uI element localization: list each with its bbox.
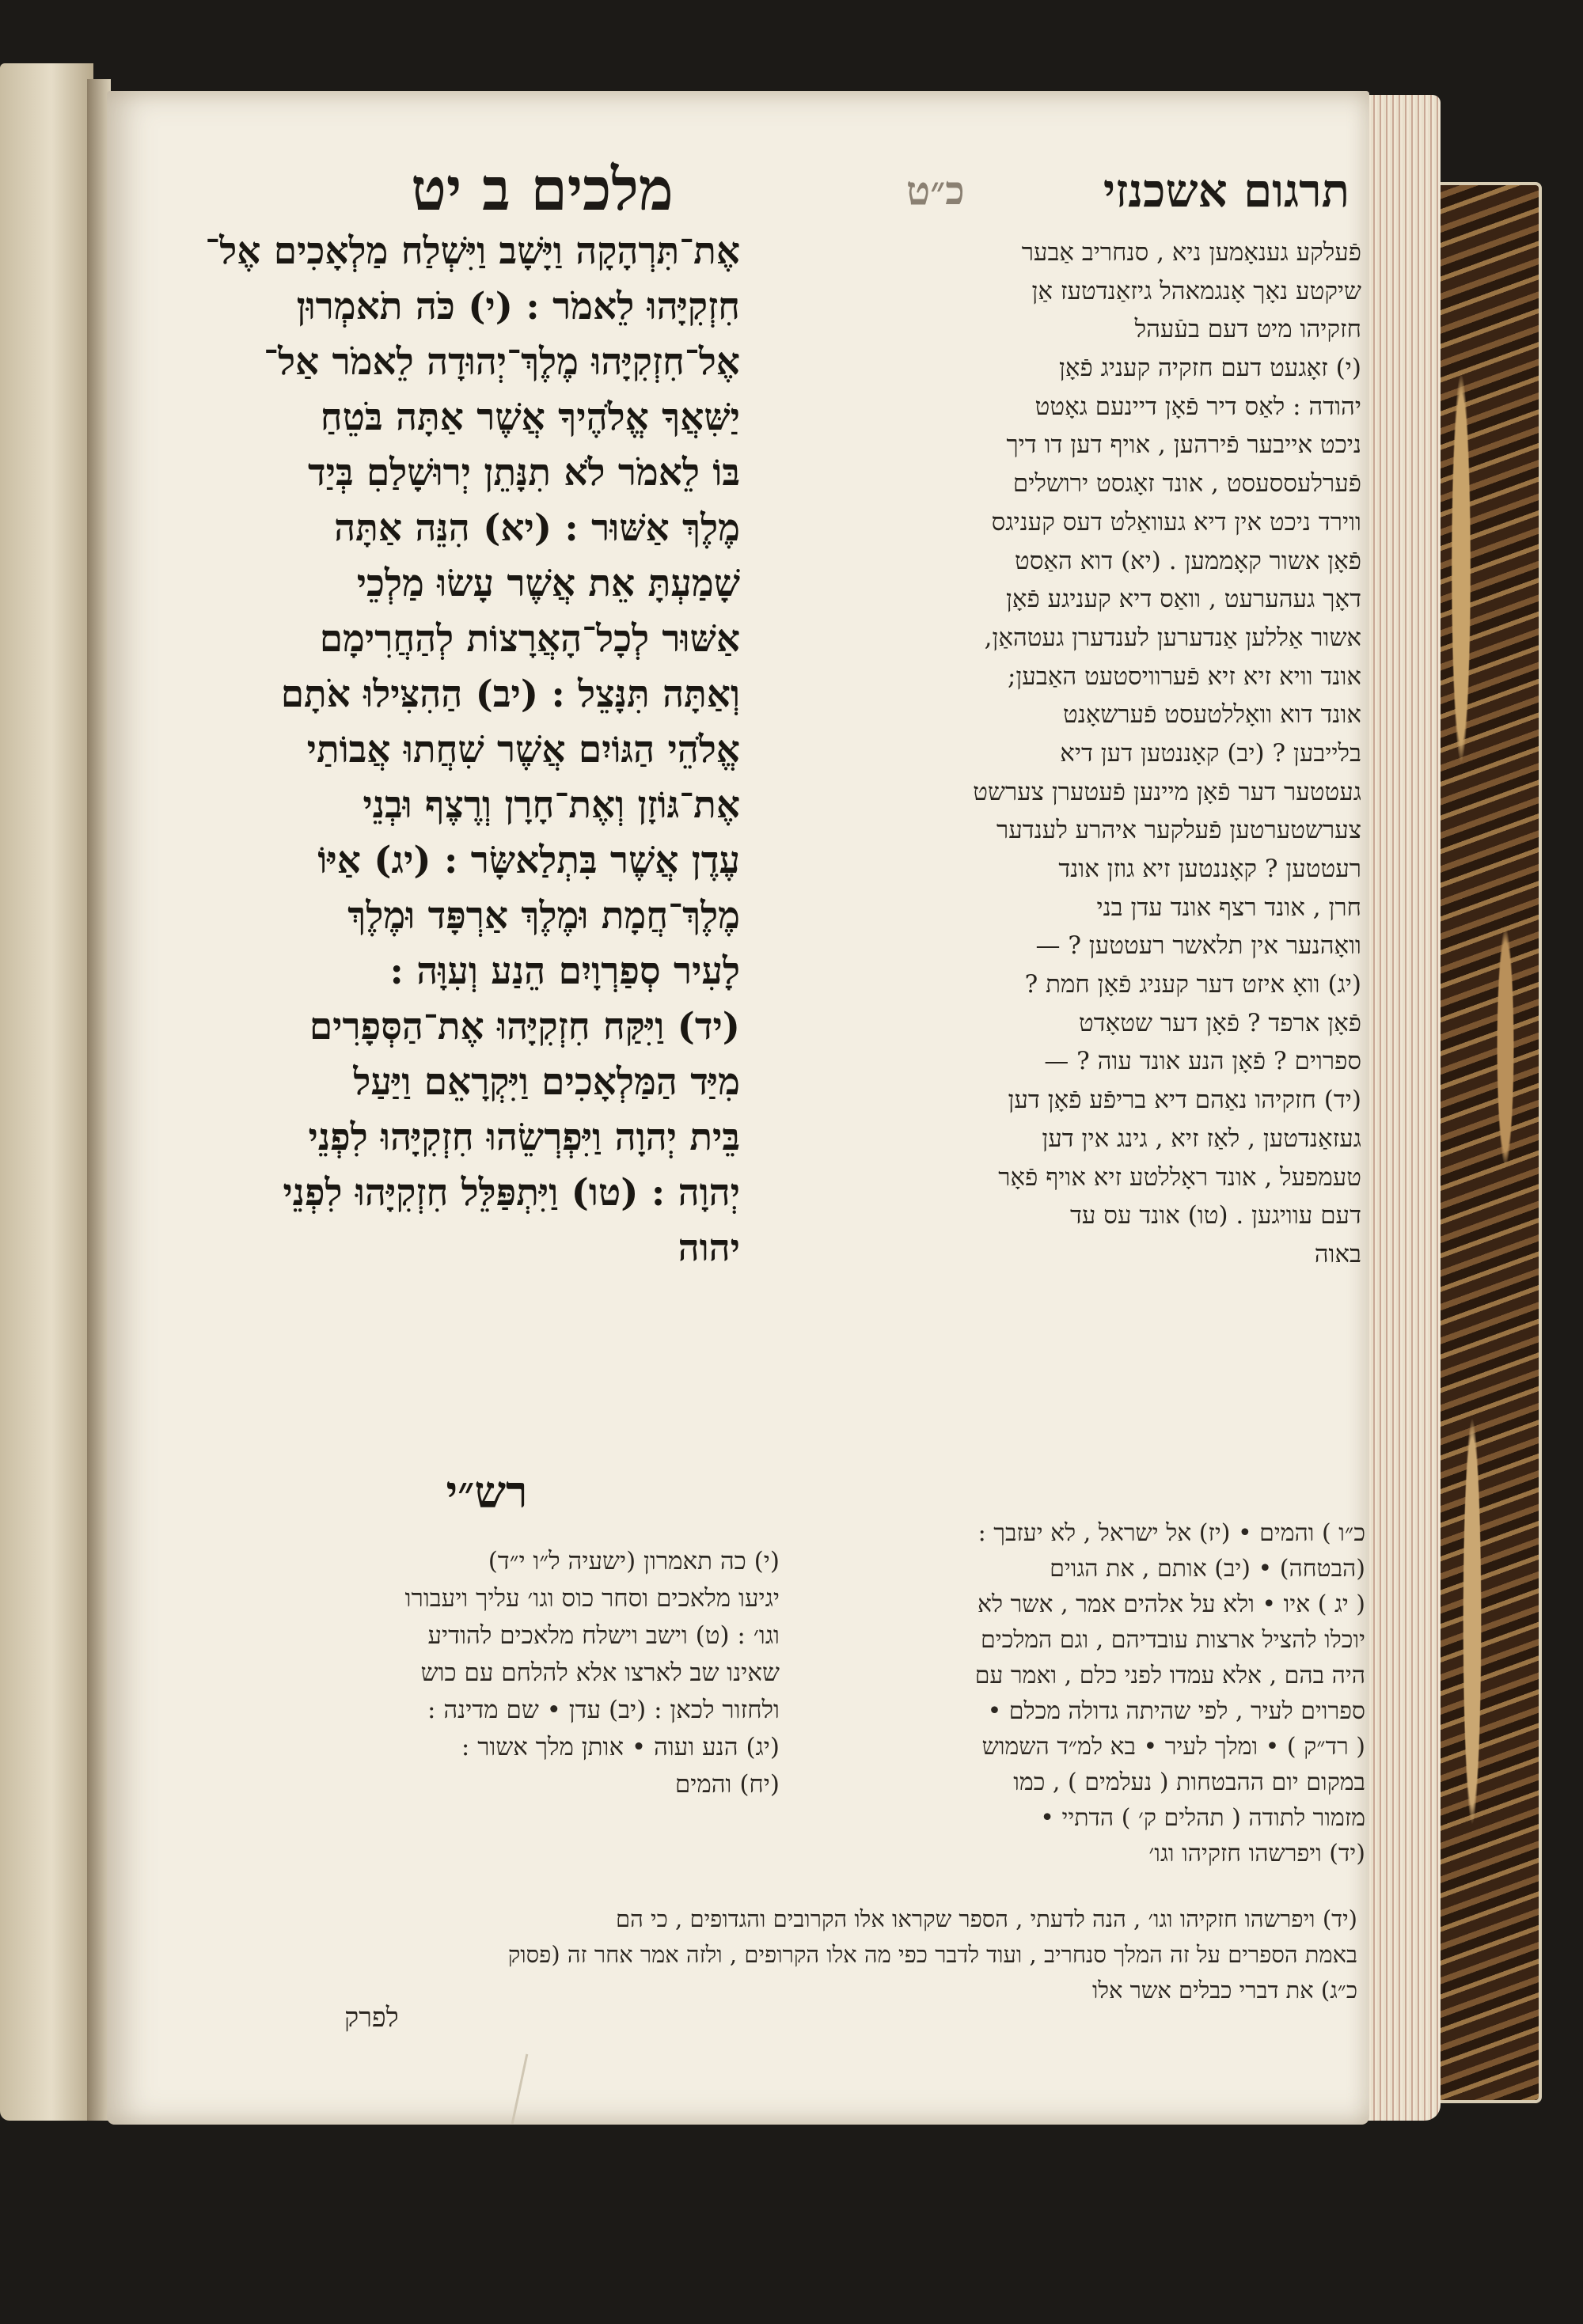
running-head-translation [906, 164, 1350, 218]
translation-line: שיקטע נאָך אָנגמאהל גיזאַנדטעז אַן [1031, 276, 1361, 305]
translation-line: פֿעלקע גענאָמען ניא , סנחריב אַבער [1021, 238, 1361, 267]
bottom-commentary-line: באמת הספרים על זה המלך סנחריב , ועוד לדבר כפי מה אלו הקרופים , ולזה אמר אחר זה (פסוק [507, 1941, 1357, 1968]
second-commentary-line: כ״ו ) והמים • (יז) אל ישראל , לא יעזבך : [978, 1519, 1365, 1547]
translation-line: אשור אַללען אַנדערען לענדערן געטהאַן, [984, 623, 1361, 652]
translation-line: (יג) וואָ איזט דער קעניג פֿאָן חמת ? [1024, 970, 1361, 999]
scripture-line: יַשִּׁאֲךָ אֱלֹהֶיךָ אֲשֶׁר אַתָּה בֹּטֵחַ [320, 396, 740, 439]
scripture-line: אֶת־תִּרְהָקָה וַיָּשָׁב וַיִּשְׁלַח מַלְאָכִים אֶל־ [205, 229, 740, 273]
translation-column [760, 233, 1361, 1274]
translation-line: אונד וויא זיא זיא פֿערוויסטעט האַבען; [1007, 662, 1361, 691]
translation-line: בלייבען ? (יב) קאָננטען דען דיא [1060, 738, 1361, 768]
scripture-line: מֶלֶךְ אַשּׁוּר : (יא) הִנֵּה אַתָּה [334, 506, 740, 550]
bottom-commentary [194, 1901, 1357, 2008]
translation-line: יהודה : לאַס דיר פֿאָן דיינעם גאָטט [1034, 392, 1361, 421]
second-commentary-line: ( יג ) איו • ולא על אלהים אמר , אשר לא [978, 1590, 1365, 1618]
running-head-translation-text: תרגום אשכנזי [1103, 164, 1350, 218]
commentary-line: (יג) הנע ועוה • אותן מלך אשור : [461, 1733, 780, 1761]
book-page [107, 91, 1369, 2125]
running-head-scripture: מלכים ב יט [411, 156, 674, 224]
scripture-line: שָׁמַעְתָּ אֵת אֲשֶׁר עָשׂוּ מַלְכֵי [356, 562, 740, 605]
scripture-line: אֶל־חִזְקִיָּהוּ מֶלֶךְ־יְהוּדָה לֵאמֹר אַל־ [264, 340, 740, 384]
translation-line: חזקיהו מיט דעם בעֿעהל [1134, 315, 1361, 344]
left-page-edge [0, 63, 93, 2121]
scripture-line: לָעִיר סְפַרְוָיִם הֵנַע וְעִוָּה : [389, 950, 740, 993]
translation-line: טעמפעל , אונד ראָללטע זיא אויף פֿאָר [998, 1162, 1361, 1192]
translation-line: וואָהנער אין תלאשר רעטטען ? — [1035, 931, 1361, 961]
second-commentary-line: במקום יום ההבטחות ( נעלמים ) , כמו [1013, 1769, 1365, 1796]
scripture-line: וְאַתָּה תִּנָּצֵל : (יב) הַהִצִּילוּ אֹתָם [280, 673, 740, 716]
scripture-line: אַשּׁוּר לְכָל־הָאֲרָצוֹת לְהַחֲרִימָם [319, 617, 740, 661]
scripture-line: אֶת־גּוֹזָן וְאֶת־חָרָן וְרֶצֶף וּבְנֵי [363, 783, 740, 827]
second-commentary-line: מזמור לתודה ( תהלים ק׳ ) הדתיי • [1040, 1804, 1365, 1832]
translation-line: דאָך געהערעט , וואַס דיא קעניגע פֿאָן [1006, 585, 1361, 614]
scripture-line: בּוֹ לֵאמֹר לֹא תִנָּתֵן יְרוּשָׁלַםִ בְּיַד [308, 451, 740, 495]
translation-line: אונד דוא וואָללטעסט פֿערשאָנט [1063, 700, 1361, 730]
scripture-line: (יד) וַיִּקַּח חִזְקִיָּהוּ אֶת־הַסְּפָרִים [309, 1005, 740, 1048]
bottom-commentary-line: (יד) ויפרשהו חזקיהו וגו׳ , הנה לדעתי , הספר שקראו אלו הקרובים והגדופים , כי הם [616, 1905, 1357, 1932]
translation-line: באוה [1314, 1239, 1361, 1268]
translation-line: פֿאָן אשור קאָממען . (יא) דוא האַסט [1015, 546, 1361, 575]
scripture-line: יהוה [678, 1226, 740, 1270]
translation-line: רעטטען ? קאָננטען זיא גוזן אונד [1058, 855, 1361, 883]
second-commentary-line: (הבטחה) • (יב) אותם , את הגוים [1050, 1555, 1365, 1583]
scripture-column [194, 224, 740, 1276]
commentary-column [194, 1543, 780, 1803]
scripture-line: מֶלֶךְ־חֲמָת וּמֶלֶךְ אַרְפָּד וּמֶלֶךְ [347, 894, 740, 938]
translation-line: ווירד ניכט אין דיא געוואַלט דעס קעניגס [991, 507, 1361, 536]
scripture-line: עֶדֶן אֲשֶׁר בִּתְלַאשָּׂר : (יג) אַיּוֹ [317, 839, 740, 882]
second-commentary-line: (יד) ויפרשהו חזקיהו וגו׳ [1148, 1840, 1365, 1867]
commentary-line: (יח) והמים [674, 1770, 780, 1799]
translation-line: געטטער דער פֿאָן מיינען פֿעטערן צערשט [973, 777, 1361, 806]
commentary-line: יגיעו מלאכים וסחר כוס וגו׳ עליך ויעבורו [404, 1584, 780, 1613]
bottom-commentary-line: כ״ג) את דברי כבלים אשר אלו [1091, 1977, 1357, 2004]
commentary-title: רש״י [446, 1466, 528, 1518]
scripture-line: יְהוָה : (טו) וַיִּתְפַּלֵּל חִזְקִיָּהוּ לִפְנֵי [283, 1171, 740, 1215]
second-commentary-line: היה בהם , אלא עמדו לפני כלם , ואמר עם [974, 1662, 1365, 1689]
translation-line: צערשטערטען פֿעלקער איהרע לענדער [996, 816, 1361, 845]
page-content [107, 91, 1369, 2125]
translation-line: (י) זאָגעט דעם חזקיה קעניג פֿאָן [1059, 354, 1361, 383]
scripture-line: אֱלֹהֵי הַגּוֹיִם אֲשֶׁר שִׁחֲתוּ אֲבוֹתַי [306, 728, 740, 772]
commentary-line: (י) כה תאמרון (ישעיה ל״ו י״ד) [488, 1547, 780, 1575]
running-number: כ״ט [906, 167, 965, 214]
translation-line: ספרוים ? פֿאָן הנע אונד עוה ? — [1044, 1047, 1361, 1076]
second-commentary-line: יוכלו להציל ארצות עובדיהם , וגם המלכים [980, 1626, 1365, 1654]
second-commentary-line: ספרוים לעיר , לפי שהיתה גדולה מכלם • [987, 1697, 1365, 1725]
translation-line: ניכט אייבער פֿירהען , אויף דען דו דיך [1006, 430, 1361, 460]
paper-crease [511, 2054, 529, 2125]
catchword: לפרק [344, 2002, 399, 2034]
translation-line: (יד) חזקיהו נאַהם דיא בריפֿע פֿאָן דען [1008, 1086, 1361, 1115]
scripture-line: בֵּית יְהוָה וַיִּפְרְשֵׂהוּ חִזְקִיָּהוּ לִפְנֵי [308, 1116, 740, 1159]
marbled-cover [1425, 182, 1542, 2103]
translation-line: חרן , אונד רצף אונד עדן בני [1096, 893, 1361, 922]
translation-line: געזאַנדטען , לאַז זיא , גינג אין דען [1042, 1124, 1361, 1153]
commentary-line: וגו׳ : (ט) וישב וישלח מלאכים להודיע [427, 1621, 780, 1650]
second-commentary-line: ( רד״ק ) • ומלך לעיר • בא למ״ד השמוש [981, 1733, 1365, 1761]
commentary-line: שאינו שב לארצו אלא להלחם עם כוש [420, 1659, 780, 1687]
translation-line: פֿערלעססעסט , אונד זאָגסט ירושלים [1012, 469, 1361, 499]
translation-line: דעם עוויגען . (טו) אונד עס עד [1070, 1201, 1361, 1230]
translation-line: פֿאָן ארפד ? פֿאָן דער שטאָדט [1079, 1008, 1361, 1037]
second-commentary-column [780, 1515, 1365, 1871]
scripture-line: חִזְקִיָּהוּ לֵאמֹר : (י) כֹּה תֹאמְרוּן [296, 285, 740, 328]
commentary-line: ולחזור לכאן : (יב) עדן • שם מדינה : [427, 1696, 780, 1724]
scripture-line: מִיַּד הַמַּלְאָכִים וַיִּקְרָאֵם וַיַּעַל [353, 1060, 740, 1104]
